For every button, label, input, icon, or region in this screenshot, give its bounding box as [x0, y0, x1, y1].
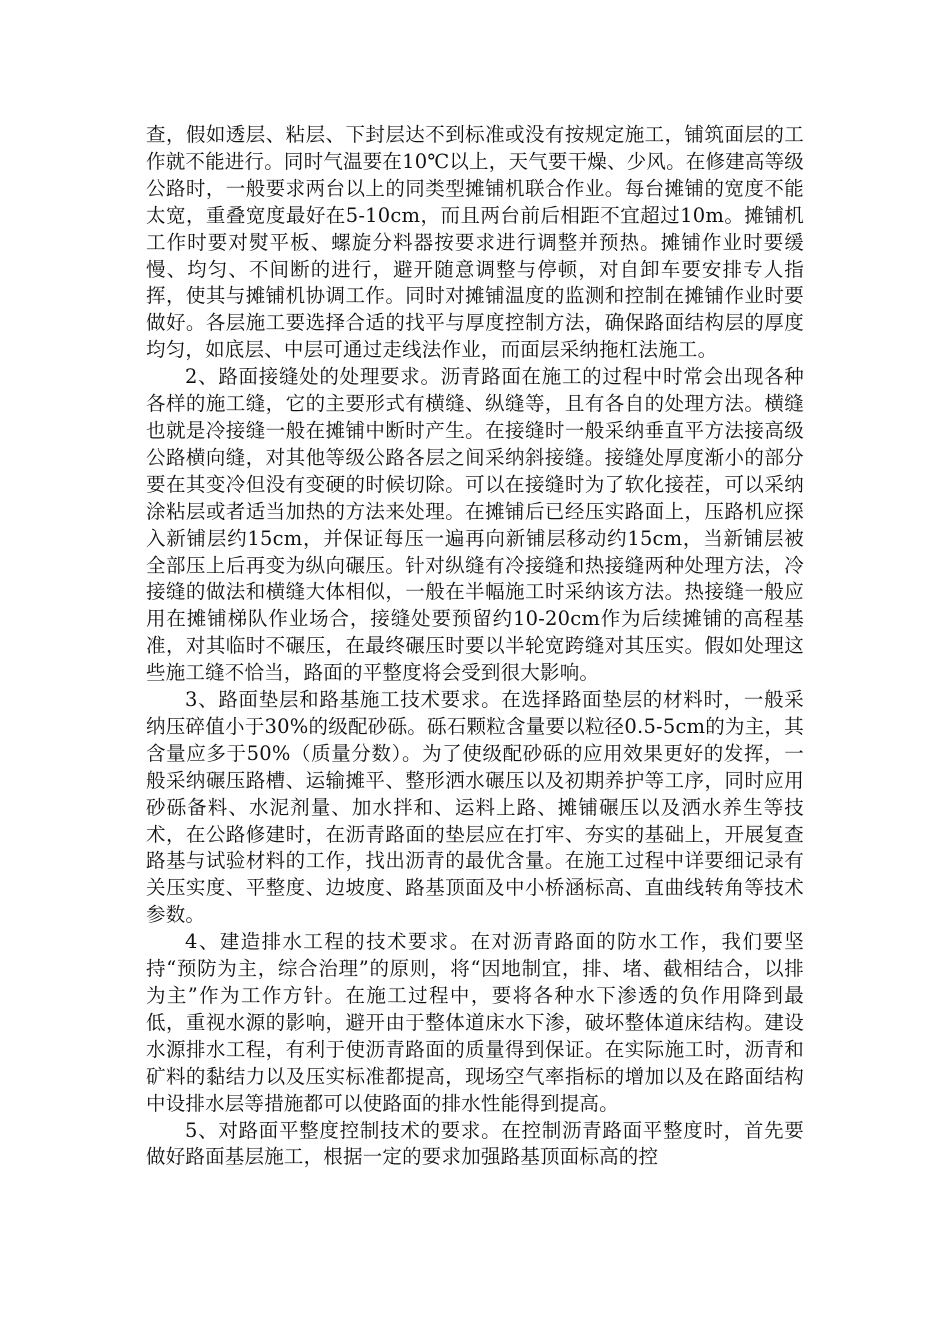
document-body [146, 122, 804, 1171]
paragraph-3: 3、路面垫层和路基施工技术要求。在选择路面垫层的材料时，一般采纳压碎值小于30%的级配砂砾。砾石颗粒含量要以粒径0.5-5cm的为主，其含量应多于50%（质量分数）。为了使级配砂砾的应用效果更好的发挥，一般采纳碾压路槽、运输摊平、整形洒水碾压以及初期养护等工序，同时应用砂砾备料、水泥剂量、加水拌和、运料上路、摊铺碾压以及洒水养生等技术，在公路修建时，在沥青路面的垫层应在打牢、夯实的基础上，开展复查路基与试验材料的工作，找出沥青的最优含量。在施工过程中详要细记录有关压实度、平整度、边坡度、路基顶面及中小桥涵标高、直曲线转角等技术参数。 [146, 688, 804, 927]
paragraph-4: 4、建造排水工程的技术要求。在对沥青路面的防水工作，我们要坚持“预防为主，综合治理”的原则，将“因地制宜，排、堵、截相结合，以排为主”作为工作方针。在施工过程中，要将各种水下渗透的负作用降到最低，重视水源的影响，避开由于整体道床水下渗，破坏整体道床结构。建设水源排水工程，有利于使沥青路面的质量得到保证。在实际施工时，沥青和矿料的黏结力以及压实标准都提高，现场空气率指标的增加以及在路面结构中设排水层等措施都可以使路面的排水性能得到提高。 [146, 930, 804, 1115]
paragraph-2: 2、路面接缝处的处理要求。沥青路面在施工的过程中时常会出现各种各样的施工缝，它的主要形式有横缝、纵缝等，且有各自的处理方法。横缝也就是冷接缝一般在摊铺中断时产生。在接缝时一般采纳垂直平方法接高级公路横向缝，对其他等级公路各层之间采纳斜接缝。接缝处厚度渐小的部分要在其变冷但没有变硬的时候切除。可以在接缝时为了软化接茬，可以采纳涂粘层或者适当加热的方法来处理。在摊铺后已经压实路面上，压路机应探入新铺层约15cm，并保证每压一遍再向新铺层移动约15cm，当新铺层被全部压上后再变为纵向碾压。针对纵缝有冷接缝和热接缝两种处理方法，冷接缝的做法和横缝大体相似，一般在半幅施工时采纳该方法。热接缝一般应用在摊铺梯队作业场合，接缝处要预留约10-20cm作为后续摊铺的高程基准，对其临时不碾压，在最终碾压时要以半轮宽跨缝对其压实。假如处理这些施工缝不恰当，路面的平整度将会受到很大影响。 [146, 365, 804, 685]
paragraph-5: 5、对路面平整度控制技术的要求。在控制沥青路面平整度时，首先要做好路面基层施工，根据一定的要求加强路基顶面标高的控 [146, 1118, 804, 1169]
paragraph-1: 查，假如透层、粘层、下封层达不到标准或没有按规定施工，铺筑面层的工作就不能进行。同时气温要在10℃以上，天气要干燥、少风。在修建高等级公路时，一般要求两台以上的同类型摊铺机联合作业。每台摊铺的宽度不能太宽，重叠宽度最好在5-10cm，而且两台前后相距不宜超过10m。摊铺机工作时要对熨平板、螺旋分料器按要求进行调整并预热。摊铺作业时要缓慢、均匀、不间断的进行，避开随意调整与停顿，对自卸车要安排专人指挥，使其与摊铺机协调工作。同时对摊铺温度的监测和控制在摊铺作业时要做好。各层施工要选择合适的找平与厚度控制方法，确保路面结构层的厚度均匀，如底层、中层可通过走线法作业，而面层采纳拖杠法施工。 [146, 123, 804, 362]
